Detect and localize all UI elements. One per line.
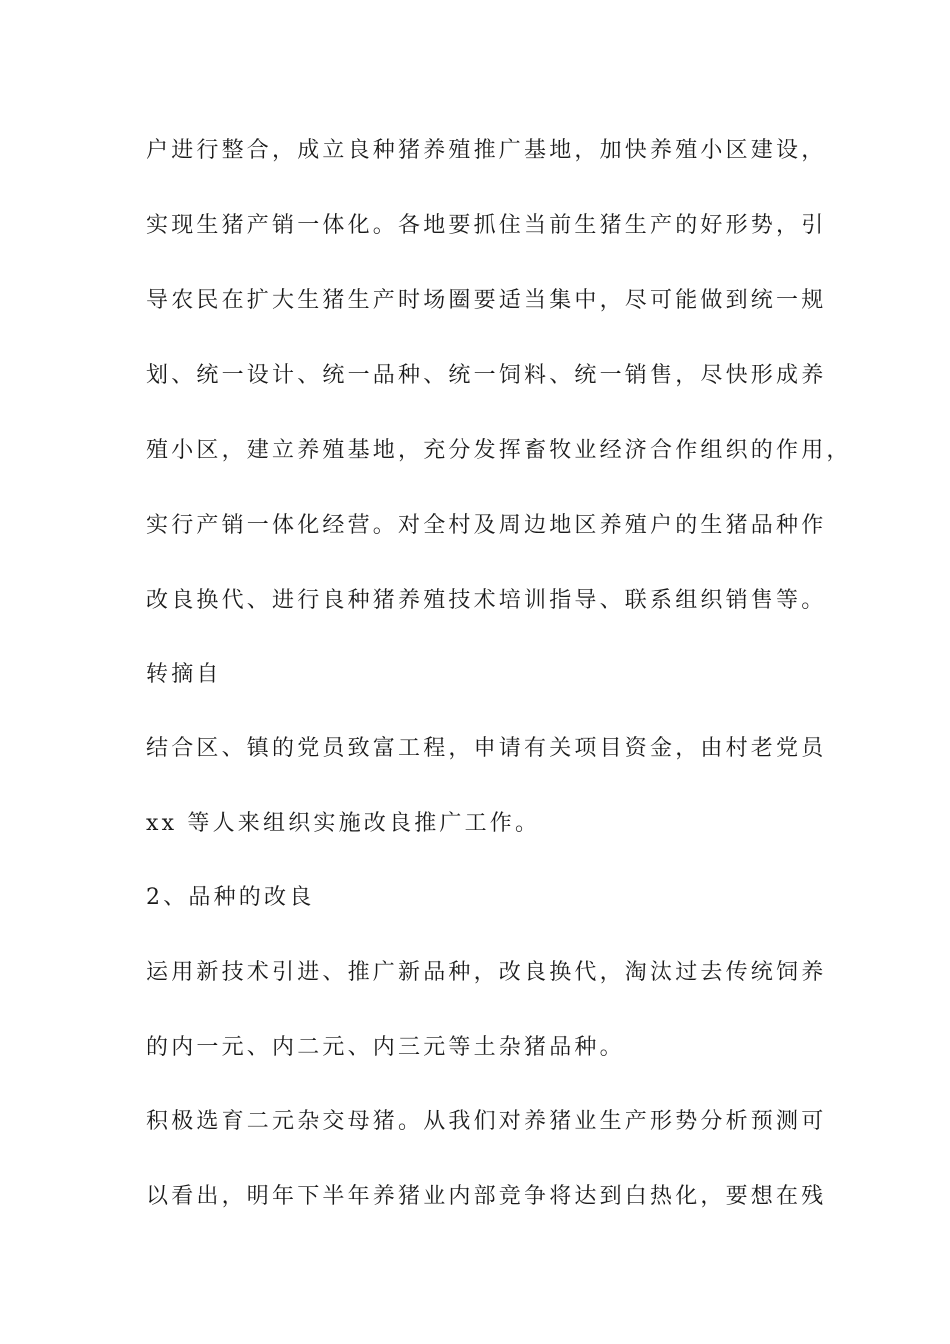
section-heading: 2、品种的改良 [146, 885, 315, 910]
paragraph-line: 实现生猪产销一体化。各地要抓住当前生猪生产的好形势，引 [146, 213, 827, 238]
paragraph-line: 以看出，明年下半年养猪业内部竞争将达到白热化，要想在残 [146, 1184, 827, 1209]
paragraph-line: 户进行整合，成立良种猪养殖推广基地，加快养殖小区建设， [146, 138, 827, 163]
paragraph-line: 实行产销一体化经营。对全村及周边地区养殖户的生猪品种作 [146, 513, 827, 538]
paragraph-line: 积极选育二元杂交母猪。从我们对养猪业生产形势分析预测可 [146, 1109, 827, 1134]
paragraph-line: 运用新技术引进、推广新品种，改良换代，淘汰过去传统饲养 [146, 960, 827, 985]
paragraph-line: 导农民在扩大生猪生产时场圈要适当集中，尽可能做到统一规 [146, 288, 827, 313]
paragraph-line: 结合区、镇的党员致富工程，申请有关项目资金，由村老党员 [146, 736, 827, 761]
paragraph-line: xx 等人来组织实施改良推广工作。 [146, 811, 541, 836]
source-label: 转摘自 [146, 662, 222, 687]
paragraph-line: 殖小区，建立养殖基地，充分发挥畜牧业经济合作组织的作用， [146, 438, 852, 463]
paragraph-line: 的内一元、内二元、内三元等土杂猪品种。 [146, 1035, 625, 1060]
paragraph-line: 改良换代、进行良种猪养殖技术培训指导、联系组织销售等。 [146, 588, 827, 613]
paragraph-line: 划、统一设计、统一品种、统一饲料、统一销售，尽快形成养 [146, 363, 827, 388]
